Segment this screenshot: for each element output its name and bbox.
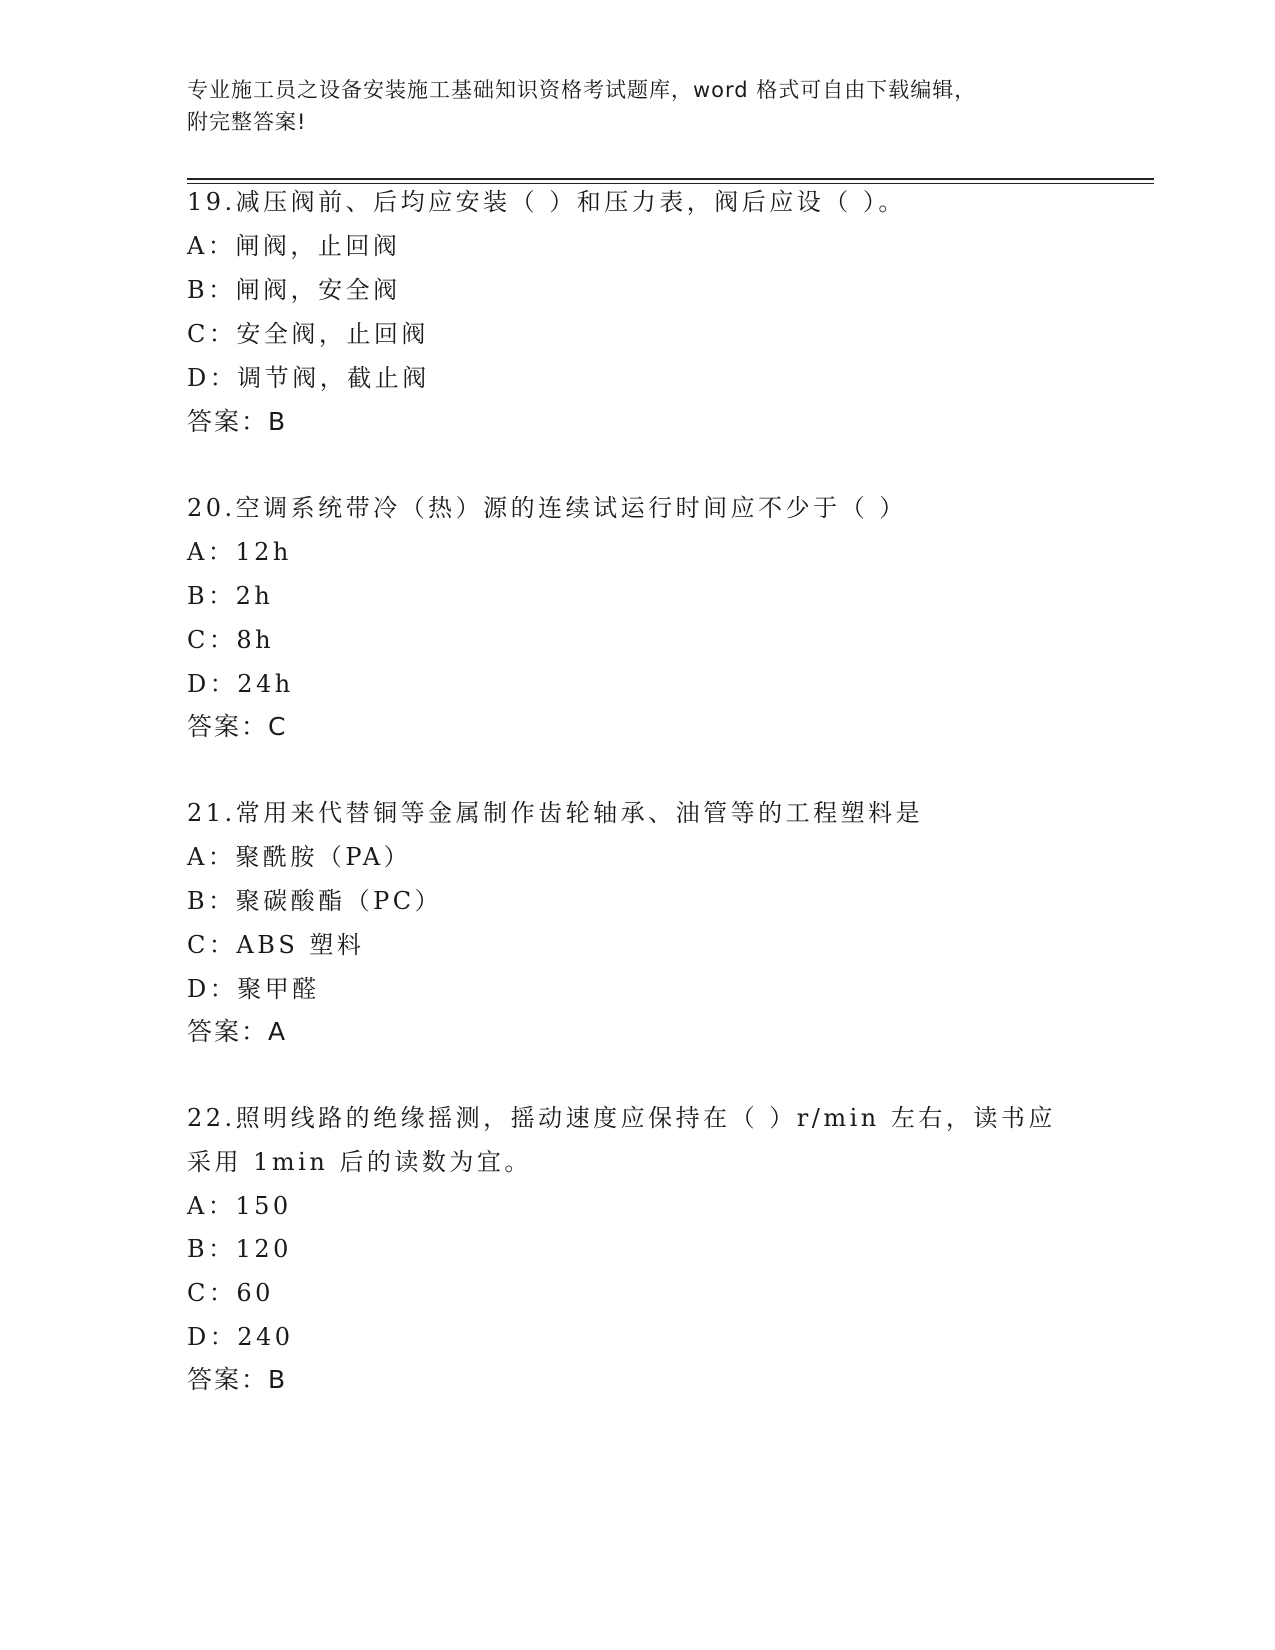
question-20-option-d: D：24h	[187, 670, 294, 698]
question-22-stem: 22.照明线路的绝缘摇测，摇动速度应保持在（ ）r/min 左右，读书应	[187, 1104, 1056, 1132]
question-20-option-c: C：8h	[187, 626, 275, 654]
question-19-stem: 19.减压阀前、后均应安装（ ）和压力表，阀后应设（ ）。	[187, 188, 906, 216]
question-22-option-d: D：240	[187, 1323, 294, 1351]
question-22-option-c: C：60	[187, 1279, 274, 1307]
header-line-2: 附完整答案!	[187, 110, 307, 134]
question-22-answer: 答案：B	[187, 1365, 288, 1394]
question-19-option-b: B：闸阀，安全阀	[187, 276, 401, 304]
question-22-option-b: B：120	[187, 1235, 292, 1263]
question-21-option-b: B：聚碳酸酯（PC）	[187, 887, 443, 915]
question-21-stem: 21.常用来代替铜等金属制作齿轮轴承、油管等的工程塑料是	[187, 799, 924, 827]
question-22-option-a: A：150	[187, 1192, 292, 1220]
question-20-answer: 答案：C	[187, 712, 288, 741]
header-divider-thick	[187, 178, 1154, 180]
question-19-option-c: C：安全阀，止回阀	[187, 320, 429, 348]
question-21-option-d: D：聚甲醛	[187, 975, 320, 1003]
header-line-1: 专业施工员之设备安装施工基础知识资格考试题库，word 格式可自由下载编辑，	[187, 78, 977, 102]
question-21-answer: 答案：A	[187, 1017, 288, 1046]
question-20-option-b: B：2h	[187, 582, 274, 610]
question-20-option-a: A：12h	[187, 538, 292, 566]
question-19-option-d: D：调节阀，截止阀	[187, 364, 430, 392]
question-21-option-a: A：聚酰胺（PA）	[187, 843, 412, 871]
question-22-stem-continued: 采用 1min 后的读数为宜。	[187, 1148, 532, 1176]
question-19-answer: 答案：B	[187, 407, 288, 436]
header-divider-thin	[187, 183, 1154, 184]
document-header	[187, 74, 1087, 138]
question-20-stem: 20.空调系统带冷（热）源的连续试运行时间应不少于（ ）	[187, 494, 907, 522]
question-21-option-c: C：ABS 塑料	[187, 931, 365, 959]
question-19-option-a: A：闸阀，止回阀	[187, 232, 401, 260]
